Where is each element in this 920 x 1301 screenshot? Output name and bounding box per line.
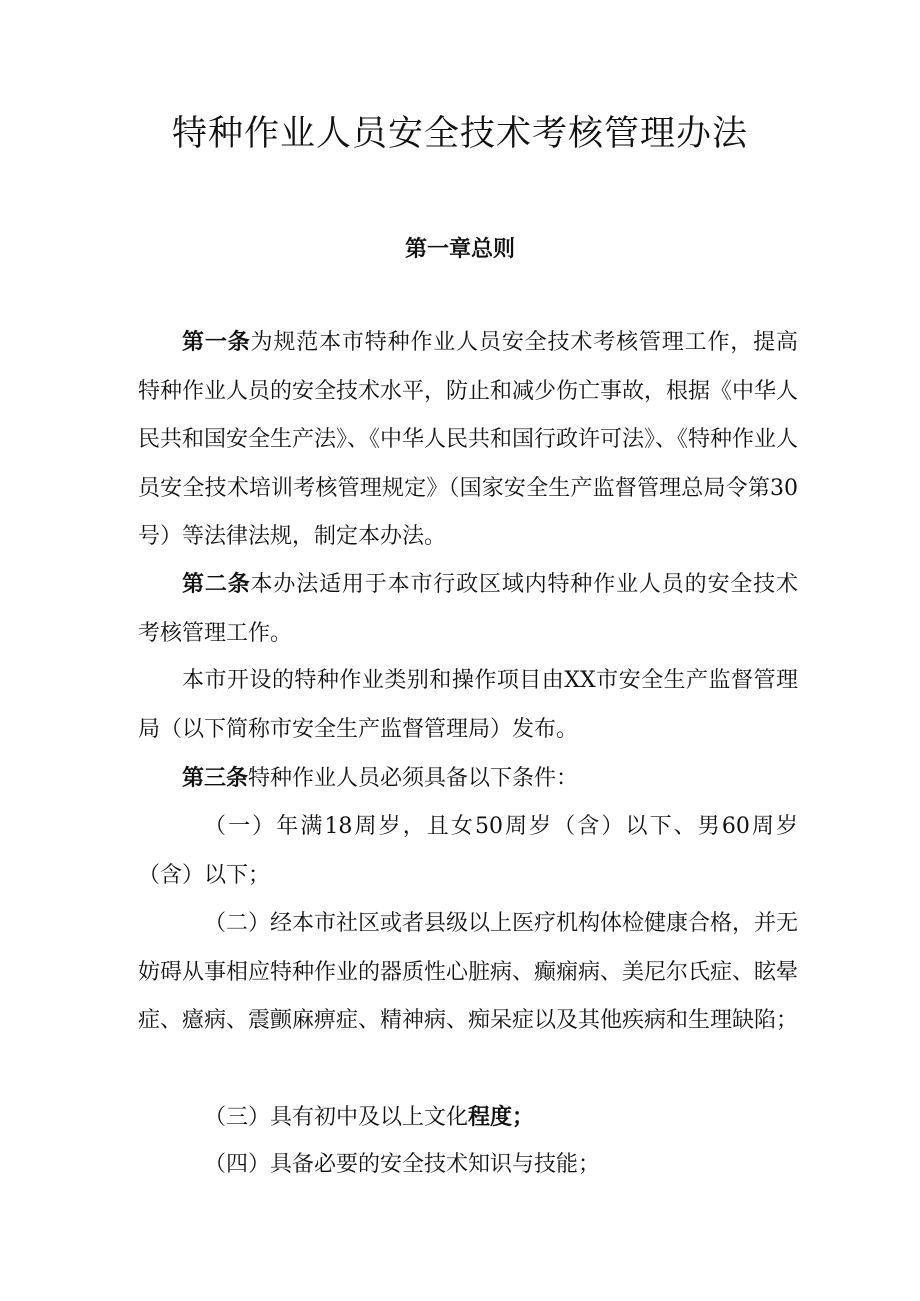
article-number: 第二条	[182, 571, 251, 597]
article-text: 本市开设的特种作业类别和操作项目由XX市安全生产监督管理局（以下简称市安全生产监督管理局）发布。	[138, 668, 798, 742]
article-paragraph	[138, 754, 798, 804]
list-item-text: （三）具有初中及以上文化	[204, 1105, 469, 1130]
article-paragraph	[138, 318, 798, 562]
list-item	[138, 1141, 798, 1190]
list-item	[138, 900, 798, 1046]
chapter-heading: 第一章总则	[404, 236, 515, 262]
list-item	[138, 1093, 798, 1143]
document-title: 特种作业人员安全技术考核管理办法	[171, 114, 748, 154]
list-item-text: （四）具备必要的安全技术知识与技能；	[204, 1152, 601, 1177]
article-text: 本办法适用于本市行政区域内特种作业人员的安全技术考核管理工作。	[138, 572, 798, 646]
list-item-text: （一）年满18周岁，且女50周岁（含）以下、男60周岁（含）以下；	[138, 814, 798, 888]
article-number: 第一条	[182, 329, 251, 355]
list-item-text: （二）经本市社区或者县级以上医疗机构体检健康合格，并无妨碍从事相应特种作业的器质性心脏病、癫痫病、美尼尔氏症、眩晕症、癔病、震颤麻痹症、精神病、痴呆症以及其他疾病和生理缺陷；	[138, 911, 799, 1033]
article-paragraph	[138, 560, 798, 658]
list-item	[138, 803, 798, 900]
list-item-emphasis: 程度；	[468, 1104, 535, 1130]
article-text: 特种作业人员必须具备以下条件：	[248, 766, 579, 791]
article-number: 第三条	[182, 765, 249, 791]
article-text: 为规范本市特种作业人员安全技术考核管理工作，提高特种作业人员的安全技术水平，防止和减少伤亡事故，根据《中华人民共和国安全生产法》、《中华人民共和国行政许可法》、《特种作业人员安全技术培训考核管理规定》（国家安全生产监督管理总局令第30号）等法律法规，制定本办法。	[138, 330, 799, 549]
article-paragraph	[138, 657, 798, 754]
